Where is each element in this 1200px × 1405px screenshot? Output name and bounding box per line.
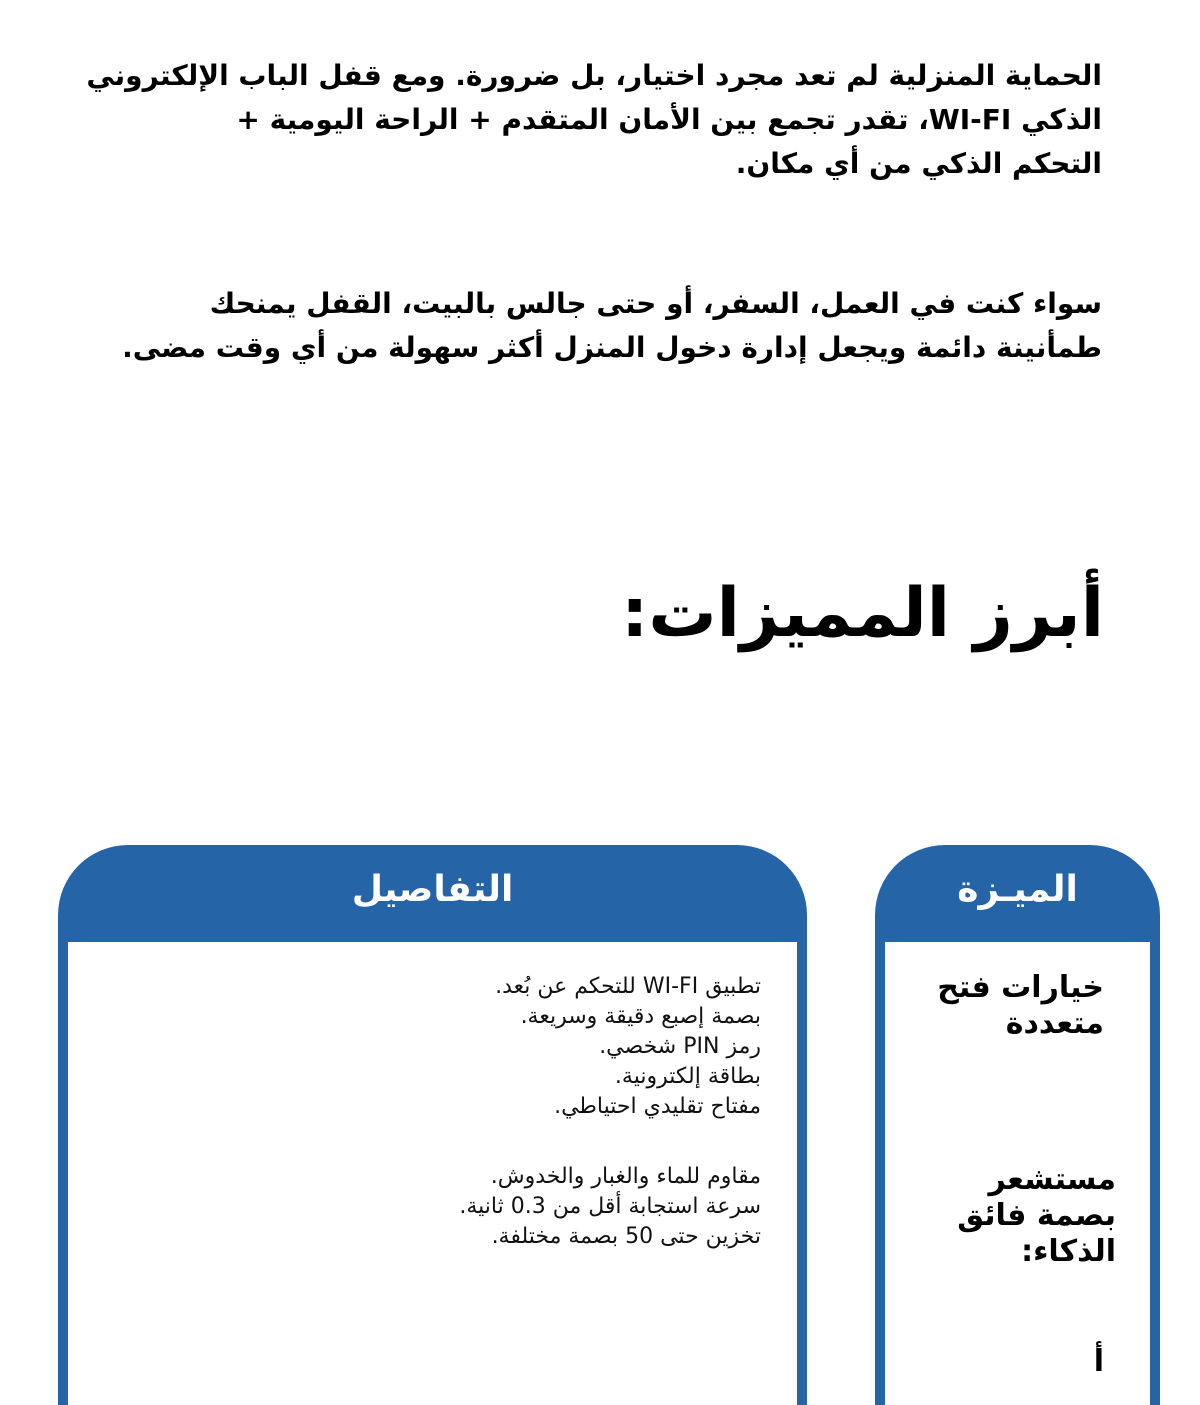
details-item: مفتاح تقليدي احتياطي.	[554, 1094, 761, 1119]
features-heading: أبرز المميزات:	[621, 574, 1104, 653]
feature-column	[875, 845, 1160, 1405]
details-item: بصمة إصبع دقيقة وسريعة.	[520, 1004, 761, 1029]
feature-column-body	[885, 942, 1150, 1405]
details-item: سرعة استجابة أقل من 0.3 ثانية.	[459, 1194, 761, 1219]
intro-line: الحماية المنزلية لم تعد مجرد اختيار، بل ضرورة. ومع قفل الباب الإلكتروني	[86, 59, 1102, 92]
details-item: تخزين حتى 50 بصمة مختلفة.	[491, 1224, 761, 1249]
details-column-body	[68, 942, 797, 1405]
details-column	[58, 845, 807, 1405]
intro-line: سواء كنت في العمل، السفر، أو حتى جالس بالبيت، القفل يمنحك	[209, 287, 1102, 320]
feature-name-text: مستشعر بصمة فائق الذكاء:	[957, 1162, 1116, 1269]
feature-name-fingerprint	[911, 1162, 1116, 1270]
feature-column-header: الميـزة	[957, 868, 1078, 910]
intro-line: التحكم الذكي من أي مكان.	[735, 147, 1102, 180]
feature-name-text: خيارات فتح متعددة	[937, 970, 1104, 1041]
intro-paragraph-2	[42, 282, 1102, 370]
details-list	[459, 1162, 761, 1252]
feature-name-multiple-unlock	[934, 970, 1104, 1042]
feature-name-partial: أ	[1093, 1344, 1104, 1379]
details-item: بطاقة إلكترونية.	[614, 1064, 761, 1089]
details-item: رمز PIN شخصي.	[599, 1034, 761, 1059]
intro-line: الذكي WI-FI، تقدر تجمع بين الأمان المتقدم + الراحة اليومية +	[236, 103, 1102, 136]
details-item: تطبيق WI-FI للتحكم عن بُعد.	[495, 974, 761, 999]
intro-paragraph-1	[42, 54, 1102, 186]
details-column-header: التفاصيل	[351, 868, 514, 910]
intro-line: طمأنينة دائمة ويجعل إدارة دخول المنزل أكثر سهولة من أي وقت مضى.	[122, 331, 1102, 364]
details-item: مقاوم للماء والغبار والخدوش.	[490, 1164, 761, 1189]
details-list	[495, 972, 761, 1122]
